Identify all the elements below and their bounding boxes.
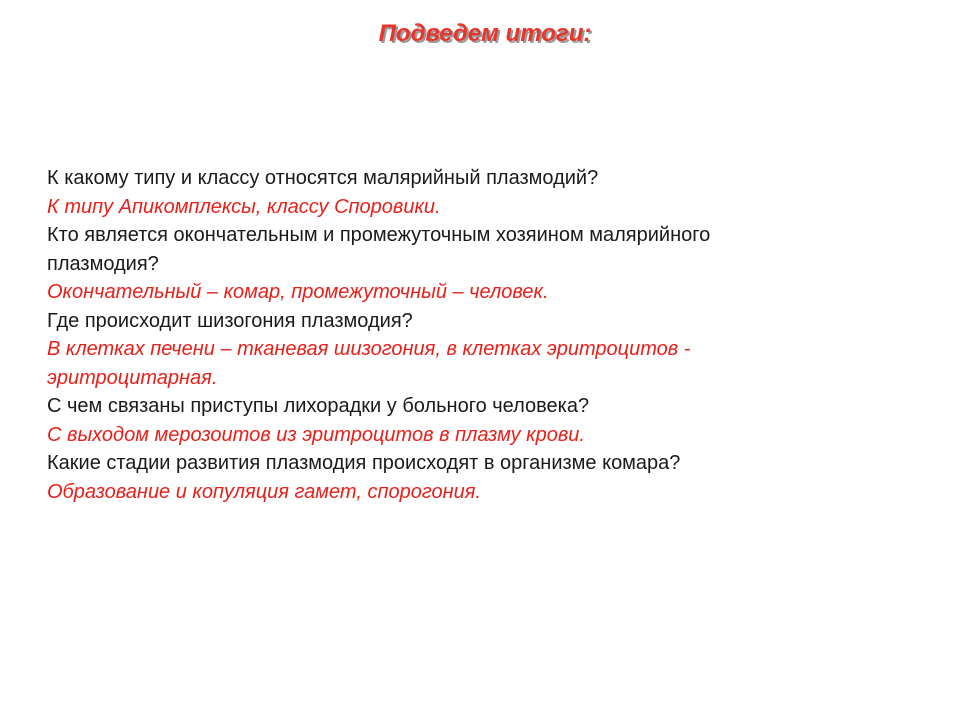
- answer-5-line: Образование и копуляция гамет, спорогония.: [47, 480, 481, 503]
- answer-1-line: К типу Апикомплексы, классу Споровики.: [47, 195, 441, 218]
- answer-2-line: Окончательный – комар, промежуточный – человек.: [47, 281, 549, 303]
- qa-text-block: [47, 164, 897, 506]
- question-5-line: Какие стадии развития плазмодия происходят в организме комара?: [47, 452, 681, 474]
- question-3-line: Где происходит шизогония плазмодия?: [47, 309, 413, 332]
- answer-3-line-1: В клетках печени – тканевая шизогония, в клетках эритроцитов -: [47, 338, 691, 360]
- question-4-line: С чем связаны приступы лихорадки у больного человека?: [47, 395, 590, 417]
- slide-title: Подведем итоги:: [378, 20, 592, 47]
- question-2-line-2: плазмодия?: [47, 252, 159, 275]
- answer-4-line: С выходом мерозоитов из эритроцитов в плазму крови.: [47, 423, 585, 446]
- question-1-line: К какому типу и классу относятся малярийный плазмодий?: [47, 167, 599, 189]
- answer-3-line-2: эритроцитарная.: [47, 366, 218, 389]
- question-2-line-1: Кто является окончательным и промежуточным хозяином малярийного: [47, 224, 711, 246]
